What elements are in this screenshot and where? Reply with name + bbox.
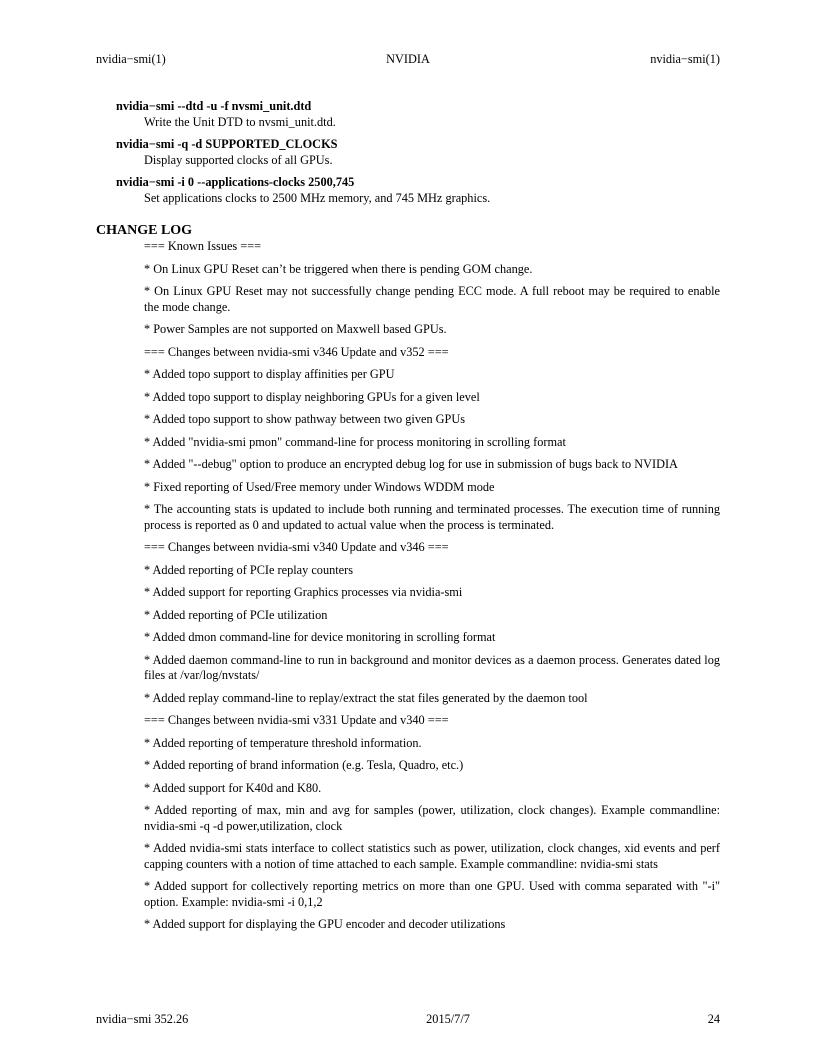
- changelog-entry: * Added reporting of PCIe utilization: [144, 607, 328, 622]
- changelog-entry: === Known Issues ===: [144, 239, 262, 253]
- example-description: Set applications clocks to 2500 MHz memory, and 745 MHz graphics.: [144, 190, 491, 205]
- page-footer: [96, 1012, 720, 1028]
- section-heading-changelog: CHANGE LOG: [96, 223, 193, 238]
- changelog-entry: * Added nvidia-smi stats interface to collect statistics such as power, utilization, clock changes, xid events and perf capping counters with a notion of time attached to each sample. Example commandline: nvidia-smi stats: [144, 841, 720, 871]
- header-left: nvidia−smi(1): [96, 52, 166, 66]
- footer-page-number: 24: [707, 1012, 720, 1026]
- changelog-entry: * Added reporting of brand information (e.g. Tesla, Quadro, etc.): [144, 758, 464, 772]
- example-1: [116, 99, 720, 130]
- example-description: Display supported clocks of all GPUs.: [144, 152, 333, 167]
- changelog-entry: === Changes between nvidia-smi v346 Update and v352 ===: [144, 344, 449, 359]
- changelog-entry: * Added reporting of max, min and avg for samples (power, utilization, clock changes). Example commandline: nvidia-smi -q -d power,utilization, clock: [144, 803, 720, 833]
- changelog-entry: * Power Samples are not supported on Maxwell based GPUs.: [144, 322, 447, 336]
- page-body: [96, 99, 720, 940]
- changelog-entry: * On Linux GPU Reset can’t be triggered when there is pending GOM change.: [144, 261, 533, 276]
- changelog-entry: === Changes between nvidia-smi v340 Update and v346 ===: [144, 540, 449, 554]
- example-description: Write the Unit DTD to nvsmi_unit.dtd.: [144, 114, 336, 129]
- page-header: [96, 52, 720, 68]
- changelog-list: [144, 239, 720, 933]
- footer-left: nvidia−smi 352.26: [96, 1012, 189, 1026]
- header-center: NVIDIA: [386, 52, 430, 66]
- example-command: nvidia−smi --dtd -u -f nvsmi_unit.dtd: [116, 99, 312, 113]
- changelog-entry: * On Linux GPU Reset may not successfully change pending ECC mode. A full reboot may be required to enable the mode change.: [144, 284, 720, 314]
- changelog-entry: * Added support for K40d and K80.: [144, 780, 322, 795]
- example-command: nvidia−smi -q -d SUPPORTED_CLOCKS: [116, 137, 338, 151]
- example-command: nvidia−smi -i 0 --applications-clocks 2500,745: [116, 175, 355, 189]
- changelog-entry: * Added topo support to display neighboring GPUs for a given level: [144, 389, 480, 404]
- changelog-entry: * The accounting stats is updated to include both running and terminated processes. The execution time of running process is reported as 0 and updated to actual value when the process is terminated.: [144, 502, 720, 532]
- changelog-entry: * Added "--debug" option to produce an encrypted debug log for use in submission of bugs back to NVIDIA: [144, 457, 678, 471]
- changelog-entry: * Added replay command-line to replay/extract the stat files generated by the daemon tool: [144, 690, 588, 705]
- changelog-entry: * Added support for reporting Graphics processes via nvidia-smi: [144, 585, 463, 599]
- changelog-entry: * Added reporting of temperature threshold information.: [144, 735, 422, 750]
- changelog-entry: * Added support for collectively reporting metrics on more than one GPU. Used with comma separated with "-i" option. Example: nvidia-smi -i 0,1,2: [144, 879, 720, 909]
- example-2: [116, 137, 720, 168]
- changelog-entry: * Added topo support to display affinities per GPU: [144, 367, 395, 381]
- changelog-entry: * Added reporting of PCIe replay counters: [144, 562, 353, 577]
- example-3: [116, 175, 720, 206]
- changelog-entry: * Added support for displaying the GPU encoder and decoder utilizations: [144, 917, 506, 931]
- changelog-entry: * Fixed reporting of Used/Free memory under Windows WDDM mode: [144, 479, 495, 494]
- changelog-entry: * Added "nvidia-smi pmon" command-line for process monitoring in scrolling format: [144, 434, 566, 449]
- changelog-entry: * Added daemon command-line to run in background and monitor devices as a daemon process. Generates dated log files at /var/log/nvstats/: [144, 652, 720, 682]
- changelog-entry: === Changes between nvidia-smi v331 Update and v340 ===: [144, 713, 449, 727]
- changelog-entry: * Added dmon command-line for device monitoring in scrolling format: [144, 630, 496, 644]
- changelog-entry: * Added topo support to show pathway between two given GPUs: [144, 412, 466, 426]
- footer-center: 2015/7/7: [426, 1012, 470, 1026]
- header-right: nvidia−smi(1): [650, 52, 720, 66]
